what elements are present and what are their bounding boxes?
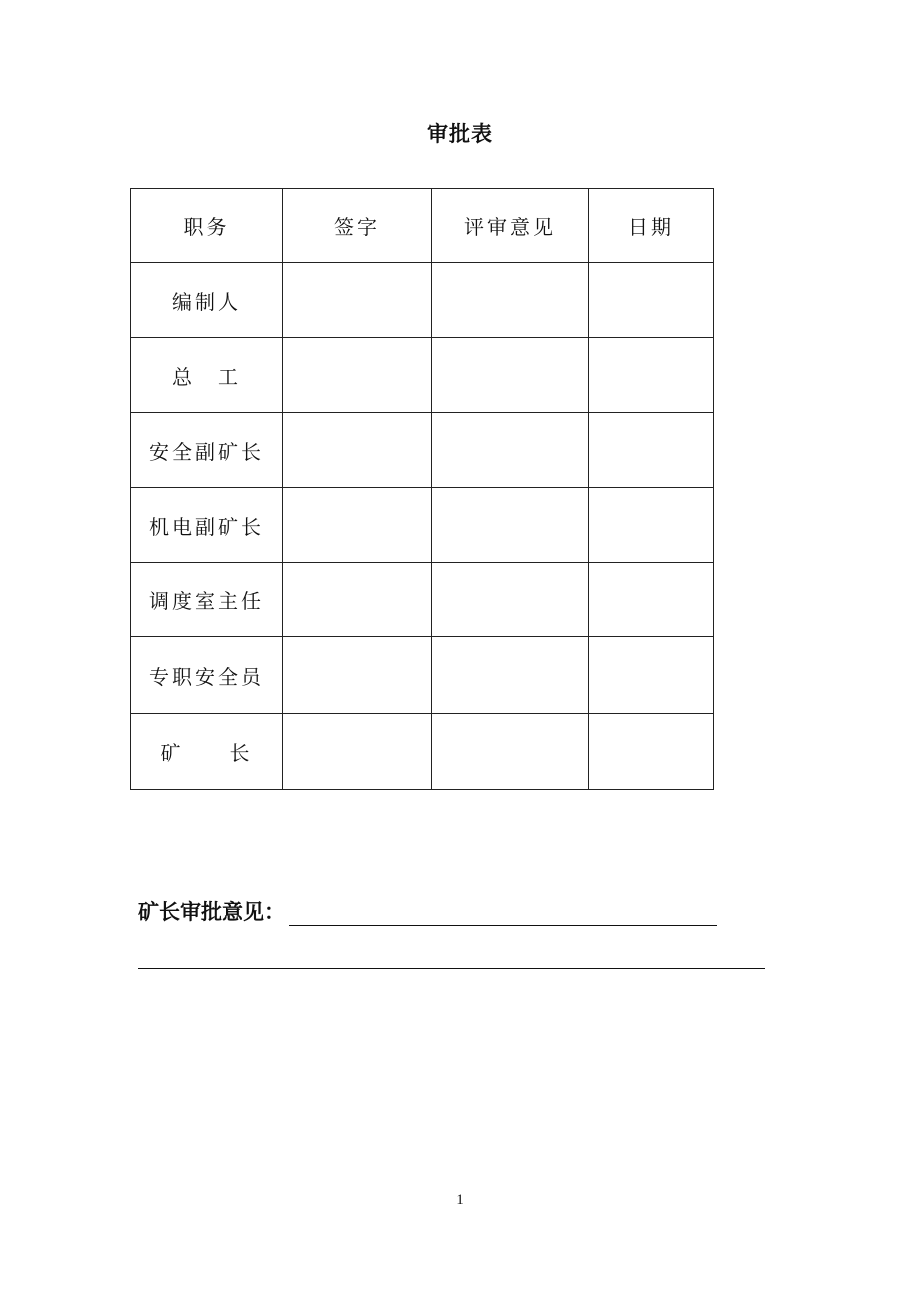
opinion-cell[interactable] (432, 637, 589, 714)
table-row (131, 338, 714, 413)
opinion-cell[interactable] (432, 413, 589, 488)
signature-cell[interactable] (283, 637, 432, 714)
opinion-cell[interactable] (432, 263, 589, 338)
role-cell: 专职安全员 (131, 637, 283, 714)
table-row (131, 714, 714, 790)
date-cell[interactable] (589, 413, 714, 488)
role-cell: 安全副矿长 (131, 413, 283, 488)
role-cell: 编制人 (131, 263, 283, 338)
opinion-cell[interactable] (432, 488, 589, 563)
header-signature: 签字 (283, 189, 432, 263)
role-cell: 矿 长 (131, 714, 283, 790)
table-row (131, 563, 714, 637)
header-role: 职务 (131, 189, 283, 263)
role-cell: 机电副矿长 (131, 488, 283, 563)
signature-cell[interactable] (283, 338, 432, 413)
date-cell[interactable] (589, 263, 714, 338)
signature-cell[interactable] (283, 263, 432, 338)
role-cell: 调度室主任 (131, 563, 283, 637)
table-row (131, 637, 714, 714)
date-cell[interactable] (589, 488, 714, 563)
opinion-cell[interactable] (432, 714, 589, 790)
signature-cell[interactable] (283, 563, 432, 637)
mine-manager-opinion-blank[interactable] (289, 899, 717, 926)
document-title: 审批表 (427, 122, 493, 146)
table-row (131, 488, 714, 563)
date-cell[interactable] (589, 714, 714, 790)
date-cell[interactable] (589, 338, 714, 413)
opinion-cell[interactable] (432, 563, 589, 637)
opinion-cell[interactable] (432, 338, 589, 413)
table-header-row (131, 189, 714, 263)
date-cell[interactable] (589, 637, 714, 714)
table-row (131, 413, 714, 488)
table-row (131, 263, 714, 338)
mine-manager-opinion (138, 896, 717, 926)
header-opinion: 评审意见 (432, 189, 589, 263)
header-date: 日期 (589, 189, 714, 263)
opinion-continuation-line[interactable] (138, 968, 765, 969)
role-cell: 总 工 (131, 338, 283, 413)
signature-cell[interactable] (283, 488, 432, 563)
signature-cell[interactable] (283, 714, 432, 790)
page-number: 1 (456, 1192, 464, 1208)
mine-manager-opinion-label: 矿长审批意见： (138, 900, 285, 924)
date-cell[interactable] (589, 563, 714, 637)
approval-table (130, 188, 714, 790)
signature-cell[interactable] (283, 413, 432, 488)
